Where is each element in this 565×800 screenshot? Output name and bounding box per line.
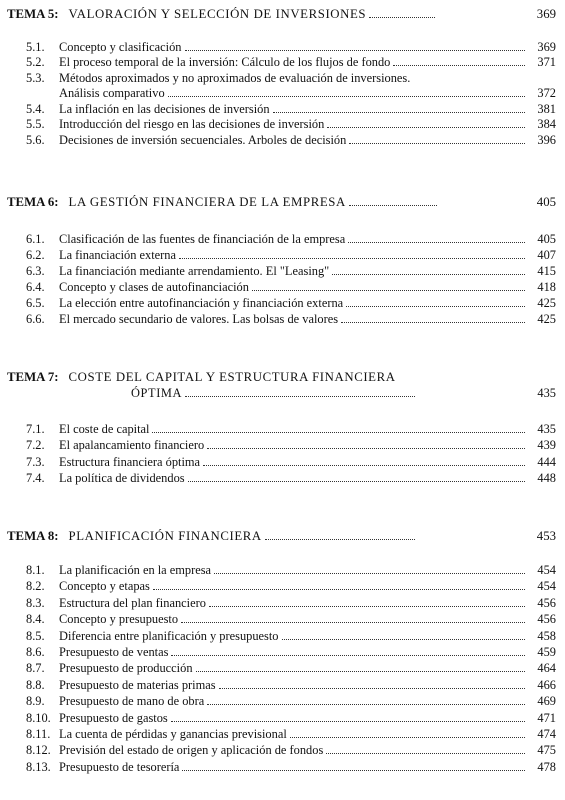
toc-entry: 6.2. La financiación externa 407 bbox=[26, 248, 556, 262]
dot-leader bbox=[185, 42, 526, 51]
entry-title: La cuenta de pérdidas y ganancias previsional bbox=[59, 727, 287, 741]
entry-title: Análisis comparativo bbox=[59, 86, 165, 100]
dot-leader bbox=[209, 598, 525, 607]
dot-leader bbox=[171, 713, 525, 722]
toc-entry: 8.6. Presupuesto de ventas 459 bbox=[26, 645, 556, 659]
toc-entry: 8.10. Presupuesto de gastos 471 bbox=[26, 711, 556, 725]
page-number: 459 bbox=[537, 645, 556, 659]
toc-entry: 5.3. Métodos aproximados y no aproximados de evaluación de inversiones. bbox=[26, 71, 411, 85]
page-number: 456 bbox=[537, 596, 556, 610]
page-number: 372 bbox=[537, 86, 556, 100]
chapter-label: TEMA 7: bbox=[7, 370, 59, 384]
toc-entry: 7.2. El apalancamiento financiero 439 bbox=[26, 438, 556, 452]
toc-entry: 8.11. La cuenta de pérdidas y ganancias previsional 474 bbox=[26, 727, 556, 741]
page-number: 405 bbox=[537, 232, 556, 246]
entry-title: Presupuesto de tesorería bbox=[59, 760, 180, 774]
entry-title: Métodos aproximados y no aproximados de evaluación de inversiones. bbox=[59, 71, 411, 85]
dot-leader bbox=[282, 631, 526, 640]
page-number: 439 bbox=[537, 438, 556, 452]
chapter-title: PLANIFICACIÓN FINANCIERA bbox=[68, 529, 262, 543]
dot-leader bbox=[168, 88, 525, 97]
chapter-title: COSTE DEL CAPITAL Y ESTRUCTURA FINANCIERA bbox=[68, 370, 396, 384]
toc-entry: 8.12. Previsión del estado de origen y aplicación de fondos 475 bbox=[26, 743, 556, 757]
chapter-heading-tema6 bbox=[7, 195, 556, 210]
toc-entry: 5.1. Concepto y clasificación 369 bbox=[26, 40, 556, 54]
page-number: 425 bbox=[537, 312, 556, 326]
chapter-heading-tema7 bbox=[7, 370, 556, 385]
entry-title: Concepto y presupuesto bbox=[59, 612, 179, 626]
page-number: 454 bbox=[537, 579, 556, 593]
page-number: 396 bbox=[537, 133, 556, 147]
dot-leader bbox=[196, 663, 525, 672]
page-number: 453 bbox=[536, 529, 556, 543]
dot-leader bbox=[341, 314, 525, 323]
dot-leader bbox=[153, 581, 525, 590]
toc-entry: 8.4. Concepto y presupuesto 456 bbox=[26, 612, 556, 626]
toc-entry: 8.2. Concepto y etapas 454 bbox=[26, 579, 556, 593]
dot-leader bbox=[152, 424, 525, 433]
page-number: 466 bbox=[537, 678, 556, 692]
toc-entry: 5.2. El proceso temporal de la inversión: Cálculo de los flujos de fondo 371 bbox=[26, 55, 556, 69]
page-number: 435 bbox=[537, 386, 556, 400]
chapter-heading-tema7-continuation bbox=[131, 386, 556, 401]
chapter-title: VALORACIÓN Y SELECCIÓN DE INVERSIONES bbox=[68, 7, 367, 21]
dot-leader bbox=[349, 135, 525, 144]
entry-title: La planificación en la empresa bbox=[59, 563, 212, 577]
dot-leader bbox=[188, 473, 525, 482]
chapter-label: TEMA 6: bbox=[7, 195, 59, 209]
dot-leader bbox=[207, 440, 525, 449]
entry-title: Presupuesto de ventas bbox=[59, 645, 169, 659]
toc-entry: 8.9. Presupuesto de mano de obra 469 bbox=[26, 694, 556, 708]
toc-entry: 7.3. Estructura financiera óptima 444 bbox=[26, 455, 556, 469]
entry-title: La inflación en las decisiones de inversión bbox=[59, 102, 270, 116]
dot-leader bbox=[349, 197, 437, 206]
toc-entry: 6.1. Clasificación de las fuentes de financiación de la empresa 405 bbox=[26, 232, 556, 246]
dot-leader bbox=[219, 680, 525, 689]
entry-title: Presupuesto de producción bbox=[59, 661, 193, 675]
dot-leader bbox=[332, 266, 525, 275]
toc-entry: 6.3. La financiación mediante arrendamiento. El "Leasing" 415 bbox=[26, 264, 556, 278]
dot-leader bbox=[181, 614, 525, 623]
toc-entry: 6.5. La elección entre autofinanciación y financiación externa 425 bbox=[26, 296, 556, 310]
toc-entry: 8.8. Presupuesto de materias primas 466 bbox=[26, 678, 556, 692]
chapter-heading-tema8 bbox=[7, 529, 556, 544]
page-number: 454 bbox=[537, 563, 556, 577]
toc-entry: 7.4. La política de dividendos 448 bbox=[26, 471, 556, 485]
entry-title: La política de dividendos bbox=[59, 471, 185, 485]
page-number: 369 bbox=[536, 7, 556, 21]
page-number: 448 bbox=[537, 471, 556, 485]
dot-leader bbox=[203, 457, 525, 466]
entry-title: Concepto y etapas bbox=[59, 579, 150, 593]
page-number: 407 bbox=[537, 248, 556, 262]
page-number: 418 bbox=[537, 280, 556, 294]
toc-entry: 8.5. Diferencia entre planificación y presupuesto 458 bbox=[26, 629, 556, 643]
entry-title: La elección entre autofinanciación y financiación externa bbox=[59, 296, 344, 310]
toc-entry: 8.13. Presupuesto de tesorería 478 bbox=[26, 760, 556, 774]
entry-title: Presupuesto de mano de obra bbox=[59, 694, 205, 708]
entry-title: Introducción del riesgo en las decisiones de inversión bbox=[59, 117, 325, 131]
toc-entry: 5.5. Introducción del riesgo en las decisiones de inversión 384 bbox=[26, 117, 556, 131]
entry-title: El mercado secundario de valores. Las bolsas de valores bbox=[59, 312, 339, 326]
entry-title: Estructura del plan financiero bbox=[59, 596, 206, 610]
entry-title: Presupuesto de gastos bbox=[59, 711, 168, 725]
dot-leader bbox=[179, 250, 525, 259]
toc-entry: 5.4. La inflación en las decisiones de inversión 381 bbox=[26, 102, 556, 116]
dot-leader bbox=[273, 104, 525, 113]
page-number: 478 bbox=[537, 760, 556, 774]
dot-leader bbox=[265, 531, 415, 540]
dot-leader bbox=[171, 647, 525, 656]
page-number: 384 bbox=[537, 117, 556, 131]
toc-entry: 6.4. Concepto y clases de autofinanciación 418 bbox=[26, 280, 556, 294]
page-number: 475 bbox=[537, 743, 556, 757]
page-number: 369 bbox=[537, 40, 556, 54]
toc-entry: 7.1. El coste de capital 435 bbox=[26, 422, 556, 436]
page-number: 456 bbox=[537, 612, 556, 626]
entry-title: El coste de capital bbox=[59, 422, 150, 436]
dot-leader bbox=[214, 565, 525, 574]
entry-title: Concepto y clases de autofinanciación bbox=[59, 280, 249, 294]
entry-title: El proceso temporal de la inversión: Cálculo de los flujos de fondo bbox=[59, 55, 391, 69]
dot-leader bbox=[182, 762, 525, 771]
entry-title: Diferencia entre planificación y presupuesto bbox=[59, 629, 279, 643]
entry-title: Presupuesto de materias primas bbox=[59, 678, 216, 692]
page-number: 471 bbox=[537, 711, 556, 725]
toc-entry: 8.7. Presupuesto de producción 464 bbox=[26, 661, 556, 675]
dot-leader bbox=[369, 9, 435, 18]
chapter-label: TEMA 5: bbox=[7, 7, 59, 21]
entry-title: Decisiones de inversión secuenciales. Arboles de decisión bbox=[59, 133, 347, 147]
page-number: 371 bbox=[537, 55, 556, 69]
page-number: 458 bbox=[537, 629, 556, 643]
toc-entry: 8.1. La planificación en la empresa 454 bbox=[26, 563, 556, 577]
page-number: 464 bbox=[537, 661, 556, 675]
page-number: 425 bbox=[537, 296, 556, 310]
entry-title: Clasificación de las fuentes de financiación de la empresa bbox=[59, 232, 346, 246]
chapter-heading-tema5 bbox=[7, 7, 556, 22]
page-number: 415 bbox=[537, 264, 556, 278]
page-number: 469 bbox=[537, 694, 556, 708]
page-number: 435 bbox=[537, 422, 556, 436]
entry-title: El apalancamiento financiero bbox=[59, 438, 205, 452]
dot-leader bbox=[252, 282, 525, 291]
entry-title: Concepto y clasificación bbox=[59, 40, 182, 54]
toc-entry-continuation bbox=[26, 86, 556, 101]
toc-entry: 8.3. Estructura del plan financiero 456 bbox=[26, 596, 556, 610]
toc-entry: 5.6. Decisiones de inversión secuenciales. Arboles de decisión 396 bbox=[26, 133, 556, 147]
dot-leader bbox=[346, 298, 525, 307]
dot-leader bbox=[185, 388, 415, 397]
entry-title: Estructura financiera óptima bbox=[59, 455, 201, 469]
page-number: 474 bbox=[537, 727, 556, 741]
dot-leader bbox=[348, 234, 525, 243]
page-number: 381 bbox=[537, 102, 556, 116]
page-number: 444 bbox=[537, 455, 556, 469]
chapter-label: TEMA 8: bbox=[7, 529, 59, 543]
dot-leader bbox=[207, 696, 525, 705]
dot-leader bbox=[290, 729, 525, 738]
entry-title: La financiación mediante arrendamiento. El "Leasing" bbox=[59, 264, 330, 278]
dot-leader bbox=[326, 745, 525, 754]
entry-title: La financiación externa bbox=[59, 248, 176, 262]
toc-entry: 6.6. El mercado secundario de valores. Las bolsas de valores 425 bbox=[26, 312, 556, 326]
dot-leader bbox=[393, 57, 525, 66]
entry-title: Previsión del estado de origen y aplicación de fondos bbox=[59, 743, 324, 757]
dot-leader bbox=[327, 119, 525, 128]
chapter-title: ÓPTIMA bbox=[131, 386, 183, 400]
chapter-title: LA GESTIÓN FINANCIERA DE LA EMPRESA bbox=[68, 195, 346, 209]
page-number: 405 bbox=[536, 195, 556, 209]
